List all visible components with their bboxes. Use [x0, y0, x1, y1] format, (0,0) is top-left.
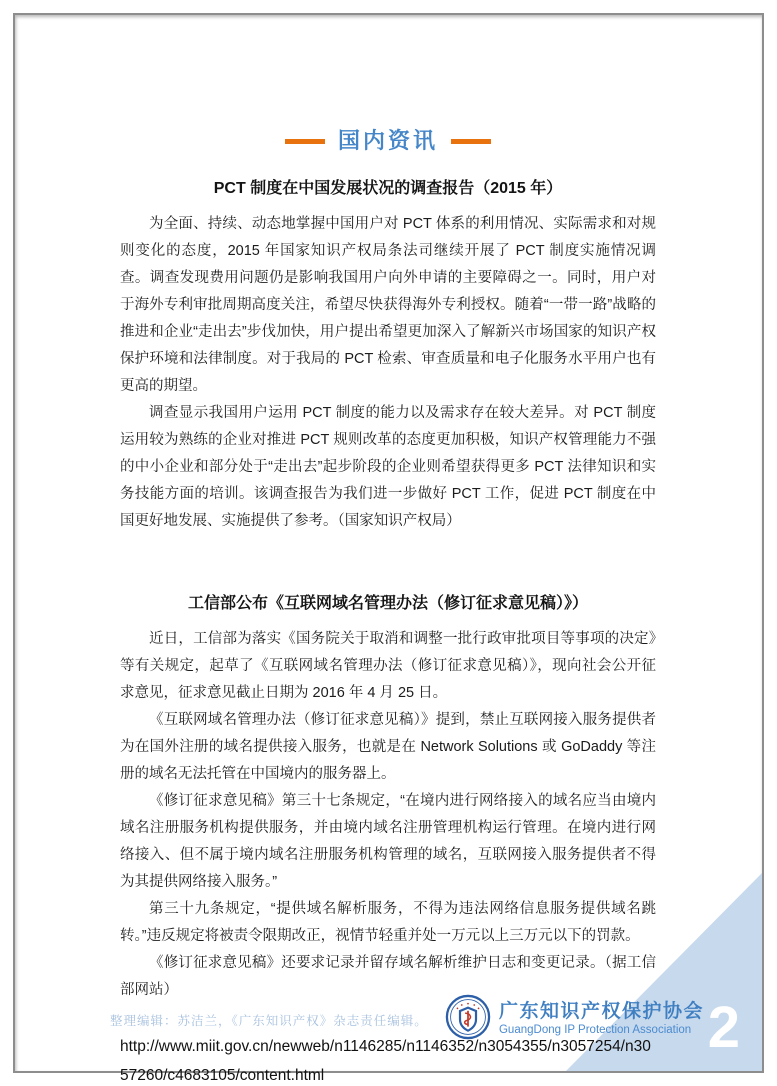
page-content: [120, 15, 656, 1086]
association-name-en: GuangDong IP Protection Association: [498, 1024, 692, 1036]
editor-note: 整理编辑：苏洁兰，《广东知识产权》杂志责任编辑。: [110, 1013, 428, 1028]
section-header: [120, 127, 656, 155]
article-title: PCT 制度在中国发展状况的调查报告（2015 年）: [213, 180, 563, 197]
section-title: 国内资讯: [337, 128, 438, 153]
article-paragraph: 近日，工信部为落实《国务院关于取消和调整一批行政审批项目等事项的决定》等有关规定，起草了《互联网域名管理办法（修订征求意见稿）》，现向社会公开征求意见，征求意见截止日期为 2016 年 4 月 25 日。: [120, 631, 656, 701]
page-number: 2: [707, 995, 740, 1060]
article-domain-regulation: [120, 593, 656, 1004]
association-logo-icon: [445, 994, 491, 1045]
association-brand: [445, 994, 704, 1045]
header-dash-left: [285, 139, 325, 144]
page-footer: [110, 994, 704, 1045]
association-name-cn: 广东知识产权保护协会: [498, 1001, 704, 1022]
header-dash-right: [451, 139, 491, 144]
article-paragraph: 为全面、持续、动态地掌握中国用户对 PCT 体系的利用情况、实际需求和对规则变化的态度，2015 年国家知识产权局条法司继续开展了 PCT 制度实施情况调查。调查发现费用问题仍是影响我国用户向外申请的主要障碍之一。同时，用户对于海外专利审批周期高度关注，希望尽快获得海外专利授权。随着“一带一路”战略的推进和企业“走出去”步伐加快，用户提出希望更加深入了解新兴市场国家的知识产权保护环境和法律制度。对于我局的 PCT 检索、审查质量和电子化服务水平用户也有更高的期望。: [120, 216, 656, 394]
article-paragraph: 《互联网域名管理办法（修订征求意见稿）》提到，禁止互联网接入服务提供者为在国外注册的域名提供接入服务，也就是在 Network Solutions 或 GoDaddy 等注册的域名无法托管在中国境内的服务器上。: [120, 712, 656, 782]
article-paragraph: 调查显示我国用户运用 PCT 制度的能力以及需求存在较大差异。对 PCT 制度运用较为熟练的企业对推进 PCT 规则改革的态度更加积极，知识产权管理能力不强的中小企业和部分处于“走出去”起步阶段的企业则希望获得更多 PCT 法律知识和实务技能方面的培训。该调查报告为我们进一步做好 PCT 工作，促进 PCT 制度在中国更好地发展、实施提供了参考。（国家知识产权局）: [120, 405, 656, 529]
article-pct-report: [120, 178, 656, 535]
source-url-link[interactable]: http://www.miit.gov.cn/newweb/n1146285/n1146352/n3054355/n3057254/n3057260/c4683105/content.html: [120, 1038, 651, 1084]
article-paragraph: 第三十九条规定，“提供域名解析服务，不得为违法网络信息服务提供域名跳转。”违反规定将被责令限期改正，视情节轻重并处一万元以上三万元以下的罚款。: [120, 901, 656, 944]
association-names: [499, 1001, 704, 1038]
article-title: 工信部公布《互联网域名管理办法（修订征求意见稿）》）: [187, 595, 588, 612]
page-frame: [13, 13, 764, 1084]
article-paragraph: 《修订征求意见稿》第三十七条规定，“在境内进行网络接入的域名应当由境内域名注册服务机构提供服务，并由境内域名注册管理机构运行管理。在境内进行网络接入、但不属于境内域名注册服务机构管理的域名，互联网接入服务提供者不得为其提供网络接入服务。”: [120, 793, 656, 890]
article-paragraph: 《修订征求意见稿》还要求记录并留存域名解析维护日志和变更记录。（据工信部网站）: [120, 955, 656, 998]
